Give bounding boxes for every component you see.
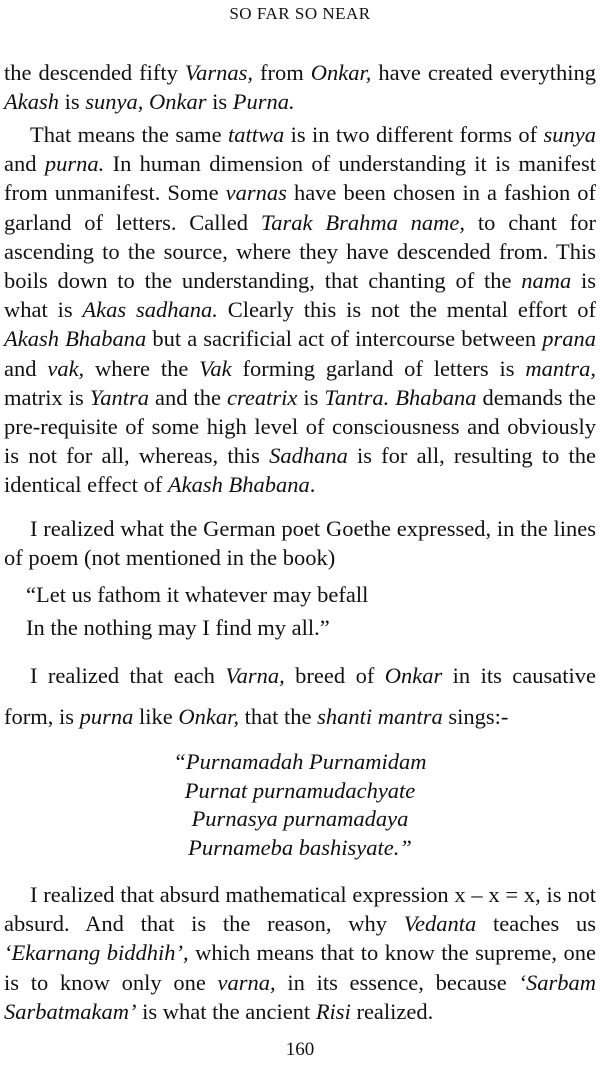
paragraph-vedanta: I realized that absurd mathematical expression x – x = x, is not absurd. And that is the reason, why Vedanta teaches us ‘Ekarnang biddhih’, which means that to know the supreme, one is to know only one varna, in its essence, because ‘Sarbam Sarbatmakam’ is what the ancient Risi realized. bbox=[4, 882, 597, 1024]
paragraph-varna: I realized that each Varna, breed of Onkar in its causative form, is purna like Onkar, that the shanti mantra sings:- bbox=[4, 663, 596, 729]
goethe-quote-line-2: In the nothing may I find my all.” bbox=[26, 615, 330, 640]
shanti-mantra-verse bbox=[0, 748, 600, 862]
page-number: 160 bbox=[285, 1039, 315, 1060]
verse-line: Purnasya purnamadaya bbox=[191, 806, 409, 831]
verse-line: Purnat purnamudachyate bbox=[184, 777, 416, 803]
paragraph-continued: the descended fifty Varnas, from Onkar, have created everything Akash is sunya, Onkar is Purna. bbox=[4, 60, 596, 115]
goethe-quote-line-1: “Let us fathom it whatever may befall bbox=[26, 582, 369, 607]
verse-line: Purnameba bashisyate.” bbox=[188, 834, 412, 860]
paragraph-goethe: I realized what the German poet Goethe expressed, in the lines of poem (not mentioned in the book) bbox=[4, 516, 596, 571]
paragraph-tattwa: That means the same tattwa is in two different forms of sunya and purna. In human dimension of understanding it is manifest from unmanifest. Some varnas have been chosen in a fashion of garland of letters. Called Tarak Brahma name, to chant for ascending to the source, where they have descended from. This boils down to the understanding, that chanting of the nama is what is Akas sadhana. Clearly this is not the mental effort of Akash Bhabana but a sacrificial act of intercourse between prana and vak, where the Vak forming garland of letters is mantra, matrix is Yantra and the creatrix is Tantra. Bhabana demands the pre-requisite of some high level of consciousness and obviously is not for all, whereas, this Sadhana is for all, resulting to the identical effect of Akash Bhabana. bbox=[4, 122, 597, 498]
running-header: SO FAR SO NEAR bbox=[229, 4, 371, 23]
verse-line: “Purnamadah Purnamidam bbox=[173, 749, 427, 774]
